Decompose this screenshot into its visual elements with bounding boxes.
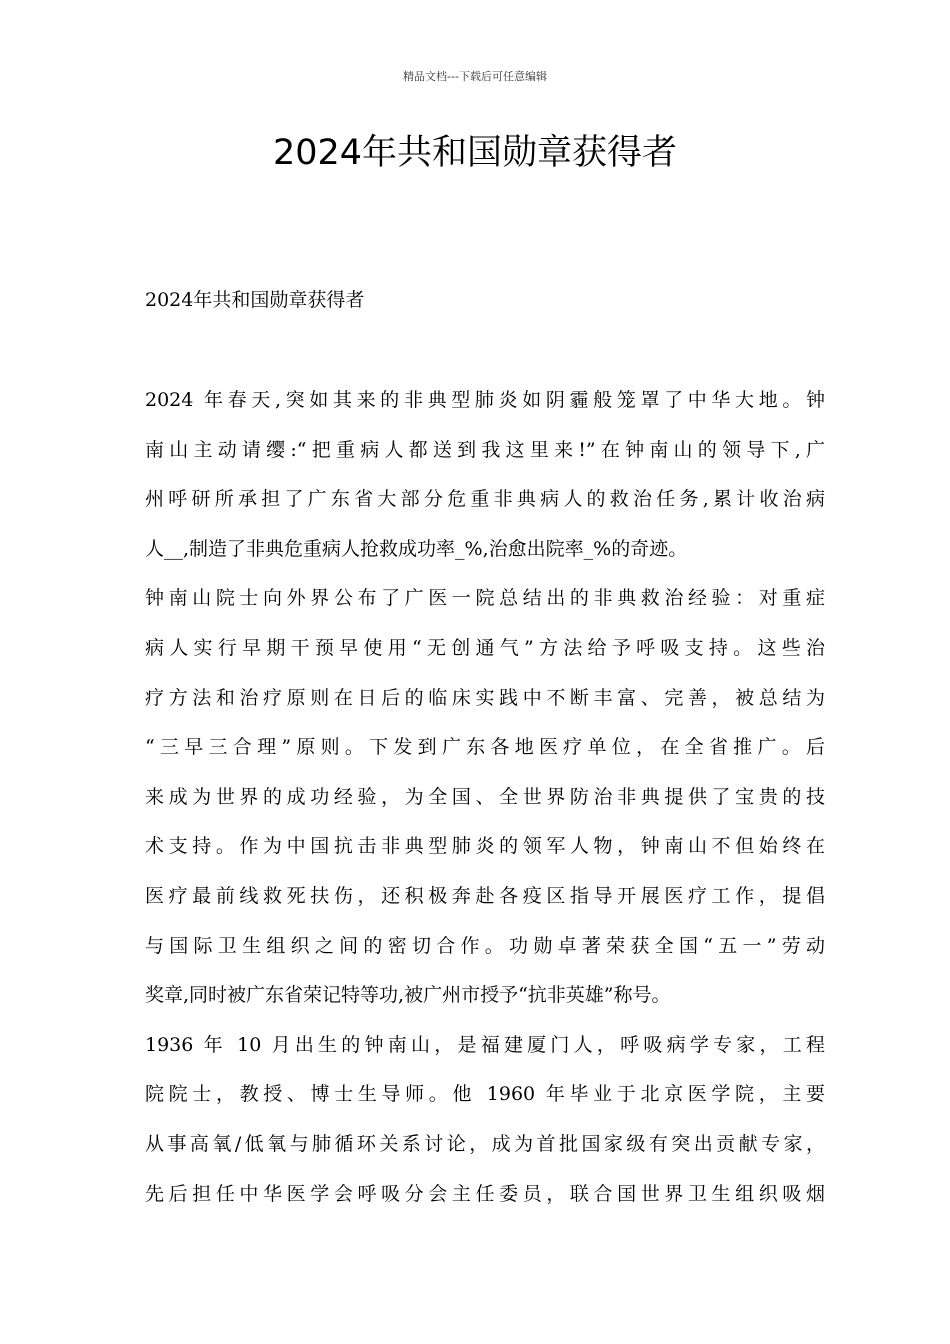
body-line: 疗方法和治疗原则在日后的临床实践中不断丰富、完善，被总结为 bbox=[145, 686, 825, 709]
document-subtitle: 2024年共和国勋章获得者 bbox=[145, 289, 365, 311]
body-line: 州呼研所承担了广东省大部分危重非典病人的救治任务,累计收治病 bbox=[145, 488, 825, 511]
header-note: 精品文档---下载后可任意编辑 bbox=[403, 70, 547, 83]
body-line: 来成为世界的成功经验，为全国、全世界防治非典提供了宝贵的技 bbox=[145, 785, 825, 808]
body-line: 奖章,同时被广东省荣记特等功,被广州市授予“抗非英雄”称号。 bbox=[145, 984, 671, 1007]
body-line: 先后担任中华医学会呼吸分会主任委员，联合国世界卫生组织吸烟 bbox=[145, 1182, 825, 1205]
body-line: 医疗最前线救死扶伤，还积极奔赴各疫区指导开展医疗工作，提倡 bbox=[145, 884, 825, 907]
body-line: “三早三合理”原则。下发到广东各地医疗单位，在全省推广。后 bbox=[145, 736, 825, 759]
body-line: 术支持。作为中国抗击非典型肺炎的领军人物，钟南山不但始终在 bbox=[145, 835, 825, 858]
body-text bbox=[145, 382, 825, 1225]
body-line: 病人实行早期干预早使用“无创通气”方法给予呼吸支持。这些治 bbox=[145, 636, 825, 659]
body-line: 南山主动请缨:“把重病人都送到我这里来!”在钟南山的领导下,广 bbox=[145, 438, 825, 461]
document-title: 2024年共和国勋章获得者 bbox=[272, 133, 678, 173]
body-line: 与国际卫生组织之间的密切合作。功勋卓著荣获全国“五一”劳动 bbox=[145, 934, 825, 957]
body-line: 院院士，教授、博士生导师。他 1960 年毕业于北京医学院，主要 bbox=[145, 1083, 825, 1106]
body-line: 1936 年 10 月出生的钟南山，是福建厦门人，呼吸病学专家，工程 bbox=[145, 1033, 825, 1056]
body-line: 人__,制造了非典危重病人抢救成功率_%,治愈出院率_%的奇迹。 bbox=[145, 537, 688, 560]
body-line: 从事高氧/低氧与肺循环关系讨论，成为首批国家级有突出贡献专家， bbox=[145, 1132, 825, 1155]
body-line: 钟南山院士向外界公布了广医一院总结出的非典救治经验：对重症 bbox=[145, 587, 825, 610]
body-line: 2024 年春天,突如其来的非典型肺炎如阴霾般笼罩了中华大地。钟 bbox=[145, 389, 825, 411]
